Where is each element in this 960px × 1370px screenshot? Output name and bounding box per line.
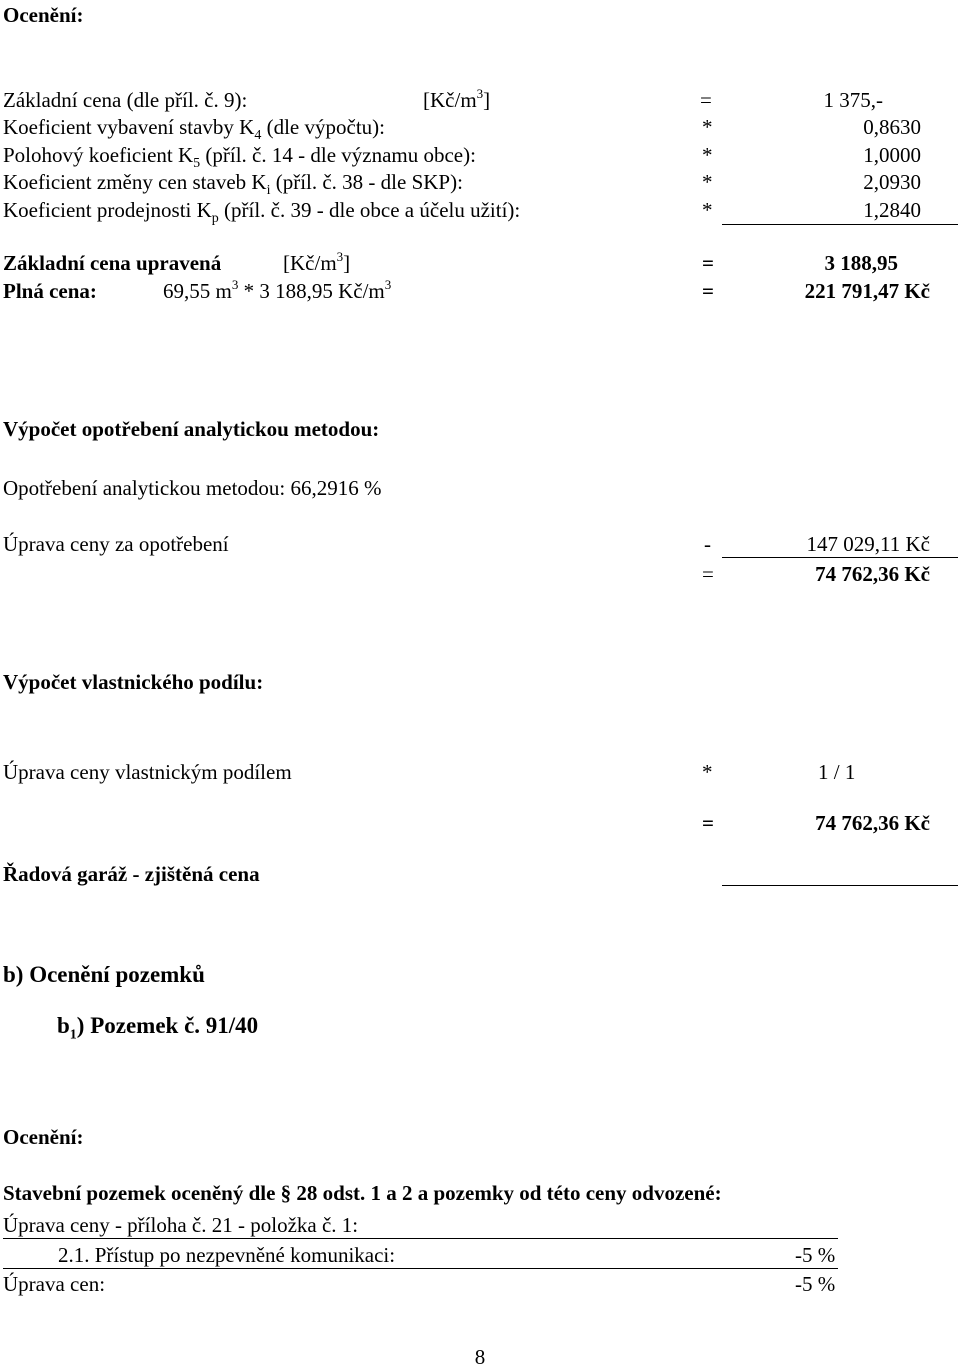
coef-label: Koeficient změny cen staveb $K_i$ (příl. č. 38 - dle SKP): (3, 170, 463, 199)
coef-label: Základní cena (dle příl. č. 9): (3, 88, 248, 112)
full-price-value: 221 791,47 Kč (804, 279, 930, 303)
wear-result-row (3, 561, 960, 587)
ownership-share: 1 / 1 (818, 760, 856, 784)
coefficient-row-kp (3, 197, 960, 227)
divider (722, 557, 958, 558)
result-line (722, 885, 958, 886)
coef-label: Koeficient vybavení stavby $K_4$ (dle výpočtu): (3, 115, 385, 144)
ownership-result-op: = (702, 811, 714, 835)
plot-title: Stavební pozemek oceněný dle § 28 odst. 1 a 2 a pozemky od této ceny odvozené: (3, 1181, 722, 1205)
adjusted-value: 3 188,95 (824, 251, 898, 275)
ownership-heading: Výpočet vlastnického podílu: (3, 670, 264, 694)
full-price-label: Plná cena: (3, 279, 97, 303)
coefficient-row-ki (3, 169, 960, 199)
coefficient-row-k4 (3, 114, 960, 144)
wear-text: Opotřebení analytickou metodou: 66,2916 % (3, 476, 382, 500)
coef-value: 1,0000 (863, 143, 921, 167)
plot-item-label: 2.1. Přístup po nezpevněné komunikaci: (58, 1243, 396, 1267)
full-price-op: = (702, 279, 714, 303)
coef-value: 1,2840 (863, 198, 921, 222)
coef-op: * (702, 143, 713, 167)
section-heading-2: Ocenění: (3, 1125, 84, 1149)
divider (3, 1268, 838, 1269)
plot-total-row (3, 1271, 960, 1297)
land-heading: b) Ocenění pozemků (3, 962, 205, 987)
wear-adjust-value: 147 029,11 Kč (806, 532, 930, 556)
coef-value: 0,8630 (863, 115, 921, 139)
plot-total-value: -5 % (795, 1272, 836, 1296)
plot-adjust-title: Úprava ceny - příloha č. 21 - položka č. 1: (3, 1213, 359, 1237)
ownership-label: Úprava ceny vlastnickým podílem (3, 760, 292, 784)
divider (3, 1238, 838, 1239)
coef-op: = (700, 88, 712, 112)
adjusted-op: = (702, 251, 714, 275)
coef-op: * (702, 115, 713, 139)
land-subheading: $b_1$) Pozemek č. 91/40 (57, 1013, 259, 1043)
adjusted-label: Základní cena upravená (3, 251, 222, 275)
plot-item-value: -5 % (795, 1243, 836, 1267)
wear-result-value: 74 762,36 Kč (815, 562, 930, 586)
coef-unit: $[Kč/m^3]$ (423, 86, 491, 112)
ownership-result-value: 74 762,36 Kč (815, 811, 930, 835)
coef-op: * (702, 170, 713, 194)
wear-adjust-row (3, 531, 960, 557)
garage-label: Řadová garáž - zjištěná cena (3, 862, 260, 886)
wear-result-op: = (702, 562, 714, 586)
wear-adjust-label: Úprava ceny za opotřebení (3, 532, 229, 556)
ownership-op: * (702, 760, 713, 784)
wear-heading: Výpočet opotřebení analytickou metodou: (3, 417, 380, 441)
coef-op: * (702, 198, 713, 222)
coef-label: Polohový koeficient $K_5$ (příl. č. 14 - dle významu obce): (3, 143, 476, 172)
coefficient-row-base (3, 87, 960, 113)
coef-label: Koeficient prodejnosti $K_p$ (příl. č. 39 - dle obce a účelu užití): (3, 198, 521, 227)
adjusted-price-row (3, 250, 960, 276)
ownership-row (3, 759, 960, 785)
divider (722, 224, 958, 225)
coef-value: 1 375,- (823, 88, 883, 112)
plot-total-label: Úprava cen: (3, 1272, 106, 1296)
coef-value: 2,0930 (863, 170, 921, 194)
wear-adjust-op: - (704, 532, 711, 556)
full-price-expression: 69,55 $m^3 * 3$ 188,95 $Kč/m^3$ (163, 277, 392, 303)
ownership-result-row (3, 810, 960, 836)
full-price-row (3, 278, 960, 304)
adjusted-unit: $[Kč/m^3]$ (283, 249, 351, 275)
section-heading: Ocenění: (3, 3, 84, 27)
coefficient-row-k5 (3, 142, 960, 172)
plot-item-row (3, 1242, 960, 1268)
page-number: 8 (474, 1345, 486, 1369)
